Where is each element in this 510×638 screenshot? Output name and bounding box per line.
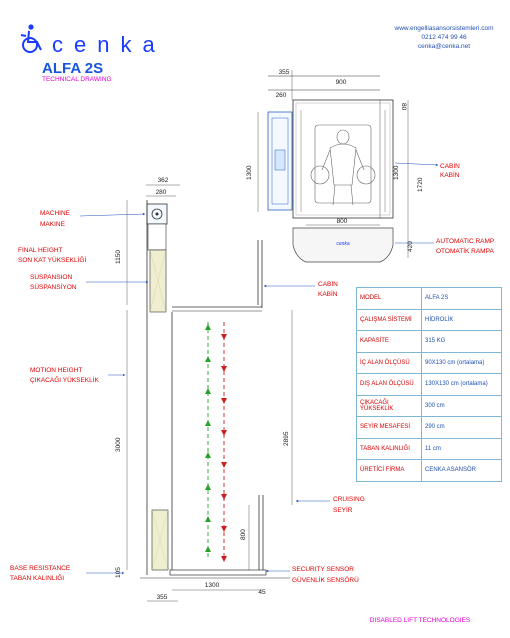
spec-key: İÇ ALAN ÖLÇÜSÜ xyxy=(357,352,422,374)
dim-elev-1300: 1300 xyxy=(204,582,220,589)
spec-table xyxy=(356,287,502,482)
dim-plan-800: 800 xyxy=(336,218,348,225)
base-resistance-label-tr: TABAN KALINLIĞI xyxy=(10,575,65,582)
spec-value: HİDROLİK xyxy=(422,309,502,331)
dim-elev-105: 105 xyxy=(115,567,122,578)
machine-label-tr: MAKINE xyxy=(40,221,65,228)
spec-value: ALFA 2S xyxy=(422,288,502,310)
dim-elev-45: 45 xyxy=(258,589,266,596)
wheelchair-user-icon xyxy=(311,125,375,205)
brand-name: cenka xyxy=(52,32,166,57)
security-sensor-label-tr: GÜVENLİK SENSÖRÜ xyxy=(292,577,359,584)
dim-plan-355: 355 xyxy=(278,69,290,76)
dim-elev-1150: 1150 xyxy=(115,250,122,264)
cabin-label-tr: KABİN xyxy=(440,172,460,179)
suspansion-label: SUSPANSION xyxy=(30,274,73,281)
dim-plan-80: 80 xyxy=(400,103,407,111)
footer-text: DISABLED LIFT TECHNOLOGIES xyxy=(369,617,471,624)
spec-value: CENKA ASANSÖR xyxy=(422,460,502,482)
final-height-label: FINAL HEIGHT xyxy=(18,247,63,254)
spec-value: 290 cm xyxy=(422,417,502,439)
motion-height-label-tr: ÇIKACAĞI YÜKSEKLİK xyxy=(30,377,99,384)
spec-key: DIŞ ALAN ÖLÇÜSÜ xyxy=(357,374,422,396)
spec-key: KAPASİTE xyxy=(357,331,422,353)
spec-row xyxy=(357,331,502,353)
dim-elev-362: 362 xyxy=(157,177,169,184)
automatic-ramp-label-tr: OTOMATİK RAMPA xyxy=(436,248,494,255)
spec-row xyxy=(357,309,502,331)
spec-row xyxy=(357,395,502,417)
website-text[interactable]: www.engelliasansorsistemleri.com xyxy=(394,25,494,32)
spec-key: ÇIKACAĞI YÜKSEKLİK xyxy=(357,395,422,417)
spec-row xyxy=(357,438,502,460)
spec-key: ÜRETİCİ FİRMA xyxy=(357,460,422,482)
motion-height-label: MOTION HEIGHT xyxy=(30,367,83,374)
dim-elev-355: 355 xyxy=(156,594,168,601)
email-text[interactable]: cenka@cenka.net xyxy=(417,43,471,50)
cabin-label: CABIN xyxy=(440,163,460,170)
dim-plan-1720: 1720 xyxy=(417,177,424,192)
spec-row xyxy=(357,374,502,396)
dim-plan-1300-right: 1300 xyxy=(393,165,400,180)
cabin-elevation-label-tr: KABİN xyxy=(318,291,338,298)
cruising-label-tr: SEYİR xyxy=(333,507,353,514)
spec-value: 300 cm xyxy=(422,395,502,417)
dim-plan-420: 420 xyxy=(407,241,414,252)
spec-row xyxy=(357,417,502,439)
spec-key: TABAN KALINLIĞI xyxy=(357,438,422,460)
spec-value: 130X130 cm (ortalama) xyxy=(422,374,502,396)
dim-elev-280: 280 xyxy=(155,189,167,196)
base-resistance-label: BASE RESISTANCE xyxy=(10,565,71,572)
spec-value: 315 KG xyxy=(422,331,502,353)
spec-row xyxy=(357,352,502,374)
spec-key: MODEL xyxy=(357,288,422,310)
spec-key: ÇALIŞMA SİSTEMİ xyxy=(357,309,422,331)
automatic-ramp-label: AUTOMATIC RAMP xyxy=(436,238,495,245)
security-sensor-label: SECURITY SENSOR xyxy=(292,566,355,573)
spec-value: 90X130 cm (ortalama) xyxy=(422,352,502,374)
wheelchair-logo-icon xyxy=(21,24,41,52)
ramp-logo: cenka xyxy=(336,241,350,247)
technical-drawing-subtitle: TECHNICAL DRAWING xyxy=(42,76,112,83)
model-title: ALFA 2S xyxy=(42,60,104,77)
dim-plan-260: 260 xyxy=(275,92,287,99)
spec-row xyxy=(357,288,502,310)
cabin-elevation-label: CABIN xyxy=(318,281,338,288)
dim-plan-1300-left: 1300 xyxy=(246,165,253,180)
machine-label: MACHINE xyxy=(40,210,70,217)
dim-elev-2895: 2895 xyxy=(283,431,290,446)
elevation-view xyxy=(115,177,292,601)
plan-view xyxy=(246,69,424,262)
dim-elev-3000: 3000 xyxy=(115,437,122,452)
spec-row xyxy=(357,460,502,482)
spec-value: 11 cm xyxy=(422,438,502,460)
suspansion-label-tr: SÜSPANSİYON xyxy=(30,284,77,291)
final-height-label-tr: SON KAT YÜKSEKLİĞİ xyxy=(18,257,87,264)
phone-text: 0212 474 99 46 xyxy=(421,34,467,41)
dim-plan-900: 900 xyxy=(335,79,347,86)
dim-elev-800: 800 xyxy=(240,529,247,540)
spec-key: SEYİR MESAFESİ xyxy=(357,417,422,439)
cruising-label: CRUISING xyxy=(333,496,365,503)
